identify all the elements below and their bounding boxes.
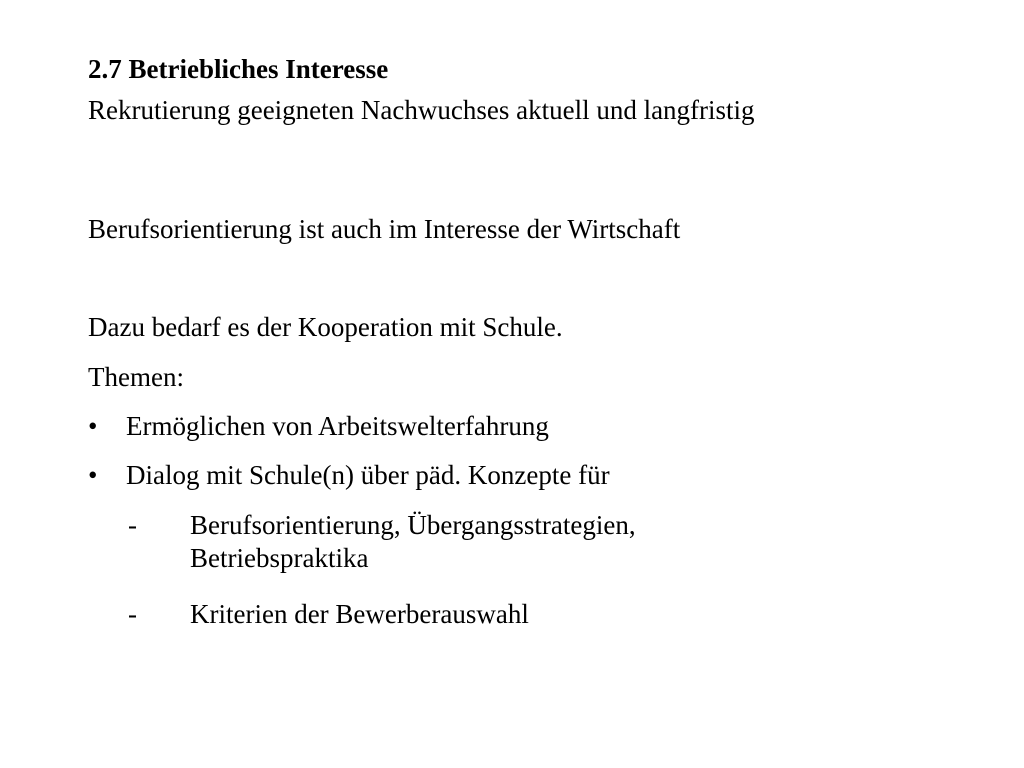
paragraph-themes: Themen: (88, 362, 184, 392)
slide-subtitle: Rekrutierung geeigneten Nachwuchses aktuell und langfristig (88, 95, 755, 125)
bullet-text: Dialog mit Schule(n) über päd. Konzepte für (126, 460, 610, 490)
sub-list-item (128, 598, 810, 631)
sub-item-text: Kriterien der Bewerberauswahl (190, 599, 529, 629)
paragraph-2: Dazu bedarf es der Kooperation mit Schule. (88, 312, 563, 342)
bullet-text: Ermöglichen von Arbeitswelterfahrung (126, 411, 549, 441)
sub-item-text: Berufsorientierung, Übergangsstrategien, Betriebspraktika (190, 510, 636, 573)
bullet-marker: • (88, 460, 98, 490)
list-item (88, 410, 549, 443)
sub-list-item (128, 509, 810, 575)
list-item (88, 459, 610, 492)
dash-marker: - (128, 510, 137, 540)
dash-marker: - (128, 599, 137, 629)
paragraph-1: Berufsorientierung ist auch im Interesse der Wirtschaft (88, 214, 681, 244)
slide-title: 2.7 Betriebliches Interesse (88, 54, 389, 84)
bullet-marker: • (88, 411, 98, 441)
